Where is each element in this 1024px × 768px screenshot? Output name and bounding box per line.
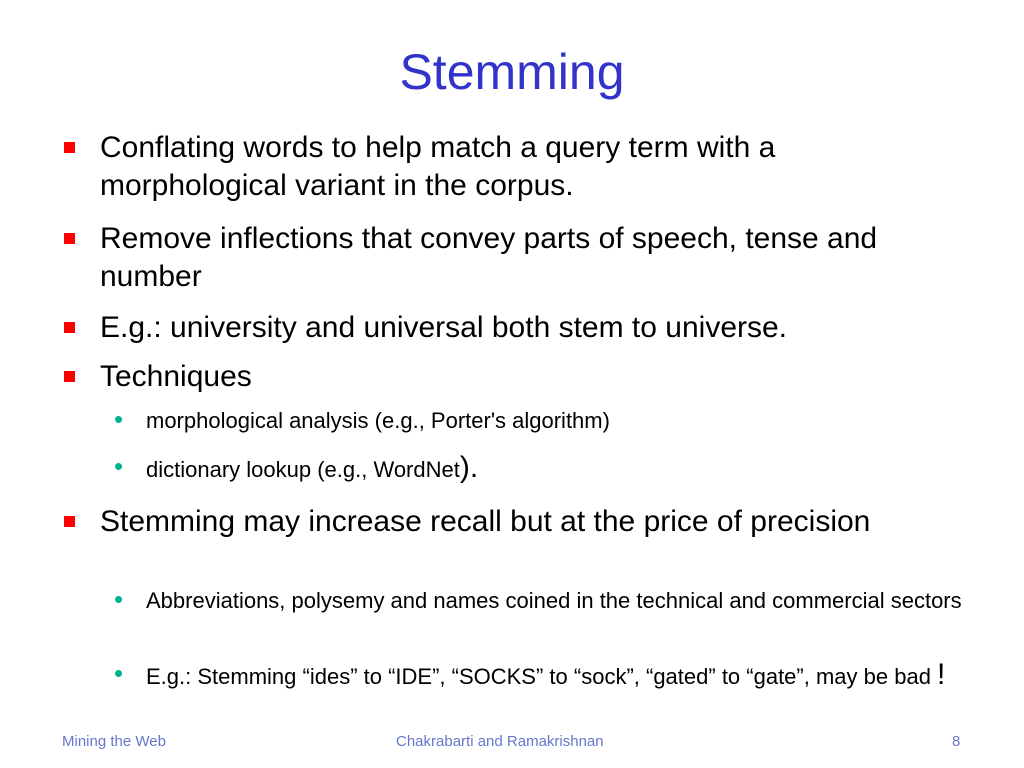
red-square-bullet-icon (64, 371, 75, 382)
bullet-text: E.g.: university and universal both stem to universe. (100, 311, 788, 344)
dot-bullet-icon: • (114, 451, 124, 481)
bullet-text: Conflating words to help match a query term with a morphological variant in the corpus. (100, 131, 776, 202)
slide-title: Stemming (399, 44, 625, 100)
bullet-item (100, 129, 960, 205)
sub-bullet-text: E.g.: Stemming “ides” to “IDE”, “SOCKS” to “sock”, “gated” to “gate”, may be bad (146, 664, 931, 689)
dot-bullet-icon: • (114, 658, 124, 688)
sub-bullet-item (114, 584, 966, 617)
footer-center-text: Chakrabarti and Ramakrishnan (396, 733, 604, 750)
sub-bullet-item (114, 658, 966, 693)
sub-bullet-suffix: ! (936, 658, 946, 691)
sub-bullet-text: dictionary lookup (e.g., WordNet (146, 457, 460, 482)
bullet-text: Remove inflections that convey parts of speech, tense and number (100, 222, 878, 293)
bullet-item (100, 309, 960, 347)
bullet-item (100, 358, 960, 396)
dot-bullet-icon: • (114, 404, 124, 434)
footer-left-text: Mining the Web (62, 733, 166, 750)
red-square-bullet-icon (64, 233, 75, 244)
page-number: 8 (952, 733, 961, 750)
red-square-bullet-icon (64, 516, 75, 527)
bullet-item (100, 503, 960, 541)
bullet-item (100, 220, 960, 296)
sub-bullet-text: Abbreviations, polysemy and names coined in the technical and commercial sectors (146, 588, 962, 613)
red-square-bullet-icon (64, 142, 75, 153)
bullet-text: Stemming may increase recall but at the price of precision (100, 505, 871, 538)
sub-bullet-item (114, 451, 966, 486)
sub-bullet-text: morphological analysis (e.g., Porter's algorithm) (146, 408, 610, 433)
sub-bullet-suffix: ). (459, 451, 479, 484)
bullet-text: Techniques (100, 360, 252, 393)
red-square-bullet-icon (64, 322, 75, 333)
sub-bullet-item (114, 404, 966, 437)
dot-bullet-icon: • (114, 584, 124, 614)
